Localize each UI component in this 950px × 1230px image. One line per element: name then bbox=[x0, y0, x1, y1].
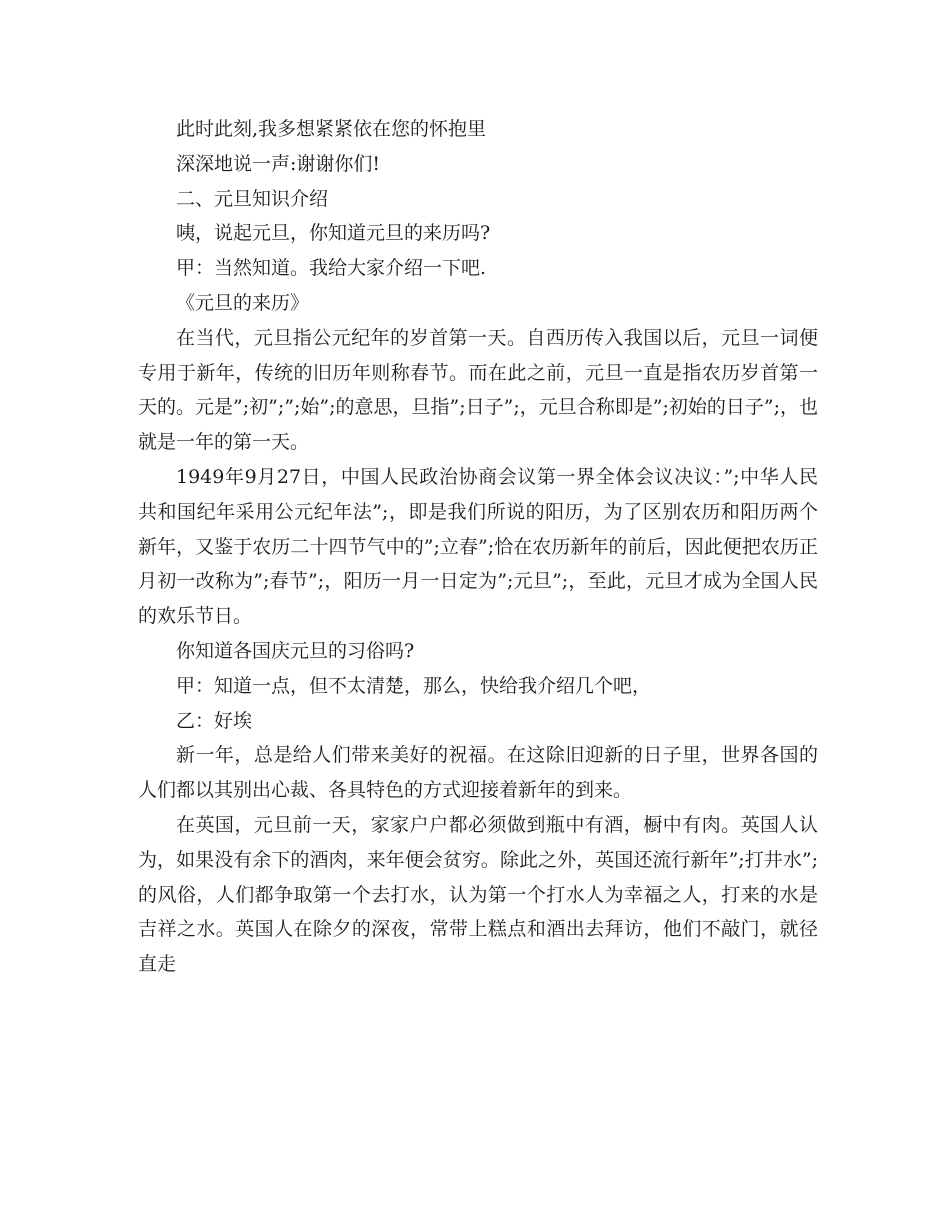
paragraph: 咦，说起元旦，你知道元旦的来历吗? bbox=[176, 222, 491, 245]
paragraph: 此时此刻,我多想紧紧依在您的怀抱里 bbox=[176, 118, 487, 140]
paragraph: 你知道各国庆元旦的习俗吗? bbox=[176, 639, 415, 662]
paragraph: 在英国，元旦前一天，家家户户都必须做到瓶中有酒，橱中有肉。英国人认为，如果没有余下的酒肉，来年便会贫穷。除此之外，英国还流行新年”;打井水”;的风俗，人们都争取第一个去打水，认为第一个打水人为幸福之人，打来的水是吉祥之水。英国人在除夕的深夜，常带上糕点和酒出去拜访，他们不敲门，就径直走 bbox=[138, 813, 818, 976]
paragraph: 新一年，总是给人们带来美好的祝福。在这除旧迎新的日子里，世界各国的人们都以其别出心裁、各具特色的方式迎接着新年的到来。 bbox=[138, 744, 818, 802]
article-title: 《元旦的来历》 bbox=[176, 291, 310, 314]
paragraph: 甲：知道一点，但不太清楚，那么，快给我介绍几个吧， bbox=[176, 674, 652, 697]
section-heading: 二、元旦知识介绍 bbox=[176, 187, 329, 210]
paragraph: 在当代，元旦指公元纪年的岁首第一天。自西历传入我国以后，元旦一词便专用于新年，传统的旧历年则称春节。而在此之前，元旦一直是指农历岁首第一天的。元是”;初”;”;始”;的意思，旦指”;日子”;，元旦合称即是”;初始的日子”;，也就是一年的第一天。 bbox=[138, 326, 818, 454]
document-body bbox=[138, 112, 818, 982]
paragraph: 1949年9月27日，中国人民政治协商会议第一界全体会议决议：”;中华人民共和国纪年采用公元纪年法”;，即是我们所说的阳历，为了区别农历和阳历两个新年，又鉴于农历二十四节气中的”;立春”;恰在农历新年的前后，因此便把农历正月初一改称为”;春节”;，阳历一月一日定为”;元旦”;，至此，元旦才成为全国人民的欢乐节日。 bbox=[138, 465, 818, 628]
paragraph: 深深地说一声:谢谢你们! bbox=[176, 152, 381, 175]
paragraph: 乙：好埃 bbox=[176, 709, 253, 732]
paragraph: 甲：当然知道。我给大家介绍一下吧. bbox=[176, 257, 487, 280]
